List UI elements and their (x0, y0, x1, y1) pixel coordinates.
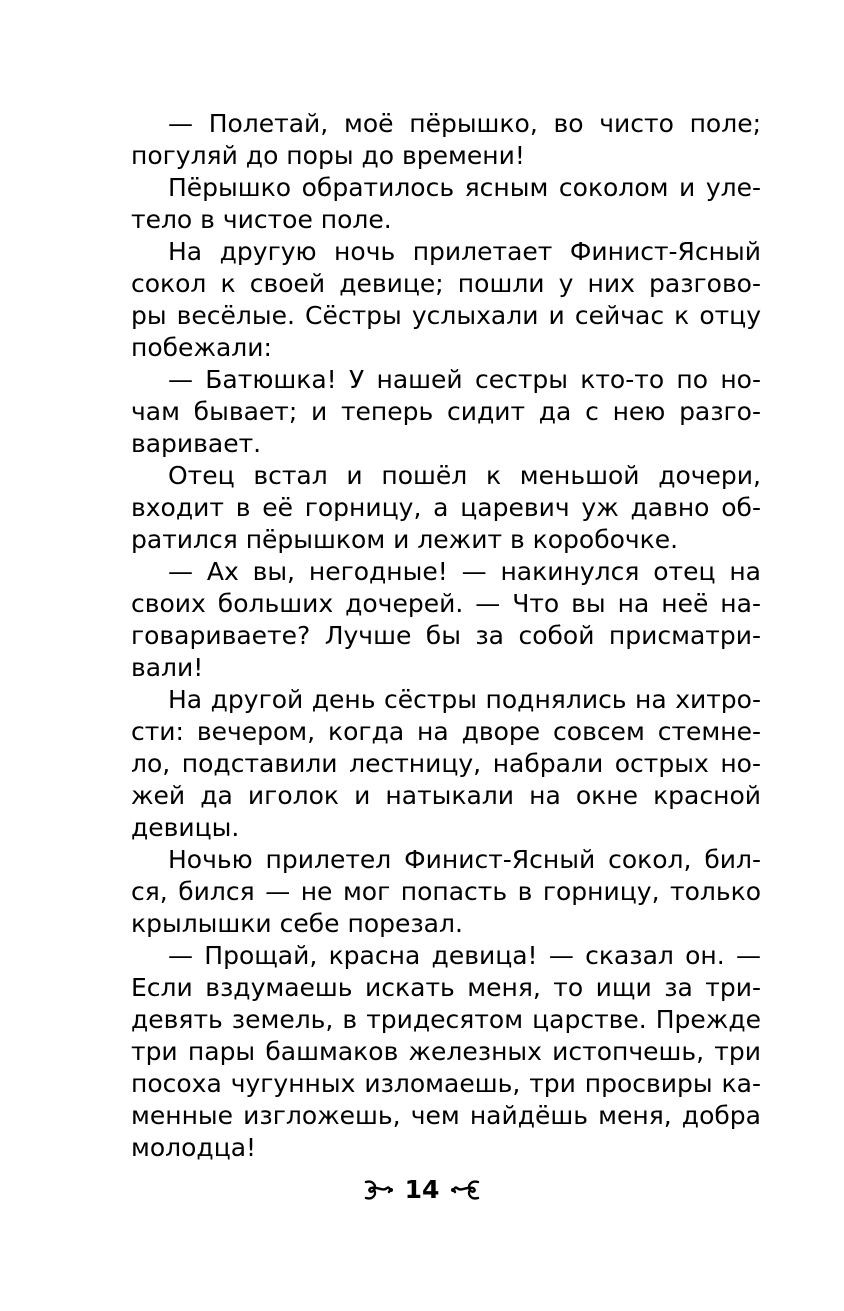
text-line: сокол к своей девице; пошли у них разгово- (131, 269, 761, 298)
text-line: На другую ночь прилетает Финист-Ясный (168, 237, 761, 266)
text-line: Пёрышко обратилось ясным соколом и уле- (168, 173, 761, 202)
text-line: сти: вечером, когда на дворе совсем стемне- (131, 717, 761, 746)
paragraph (131, 844, 761, 940)
left-flourish-icon (363, 1178, 395, 1202)
text-line: На другой день сёстры поднялись на хитро- (168, 685, 761, 714)
paragraph (131, 236, 761, 364)
text-line: вали! (131, 653, 204, 682)
text-line: говариваете? Лучше бы за собой присматри- (131, 621, 761, 650)
paragraph (131, 364, 761, 460)
text-line: крылышки себе порезал. (131, 909, 463, 938)
text-line: Ночью прилетел Финист-Ясный сокол, бил- (168, 845, 761, 874)
text-line: ры весёлые. Сёстры услыхали и сейчас к отцу (131, 301, 761, 330)
text-line: жей да иголок и натыкали на окне красной (131, 781, 761, 810)
paragraph (131, 108, 761, 172)
text-line: — Полетай, моё пёрышко, во чисто поле; (168, 109, 761, 138)
paragraph (131, 940, 761, 1164)
page-number-footer (0, 1173, 844, 1207)
text-line: ся, бился — не мог попасть в горницу, только (131, 877, 761, 906)
text-line: Отец встал и пошёл к меньшой дочери, (168, 461, 761, 490)
text-line: молодца! (131, 1133, 257, 1162)
text-line: — Батюшка! У нашей сестры кто-то по но- (168, 365, 761, 394)
paragraph (131, 172, 761, 236)
paragraph (131, 556, 761, 684)
text-line: своих больших дочерей. — Что вы на неё на- (131, 589, 761, 618)
page-text (131, 108, 761, 1164)
text-line: девицы. (131, 813, 240, 842)
text-line: погуляй до поры до времени! (131, 141, 525, 170)
text-line: варивает. (131, 429, 262, 458)
text-line: побежали: (131, 333, 272, 362)
text-line: входит в её горницу, а царевич уж давно об- (131, 493, 761, 522)
text-line: менные изгложешь, чем найдёшь меня, добра (131, 1101, 761, 1130)
text-line: — Ах вы, негодные! — накинулся отец на (168, 557, 761, 586)
right-flourish-icon (449, 1178, 481, 1202)
paragraph (131, 684, 761, 844)
text-line: девять земель, в тридесятом царстве. Прежде (131, 1005, 761, 1034)
text-line: — Прощай, красна девица! — сказал он. — (168, 941, 761, 970)
text-line: ратился пёрышком и лежит в коробочке. (131, 525, 679, 554)
text-line: Если вздумаешь искать меня, то ищи за три- (131, 973, 761, 1002)
page-number: 14 (404, 1175, 440, 1204)
text-line: ло, подставили лестницу, набрали острых но- (131, 749, 761, 778)
text-line: три пары башмаков железных истопчешь, три (131, 1037, 761, 1066)
text-line: чам бывает; и теперь сидит да с нею разго- (131, 397, 761, 426)
paragraph (131, 460, 761, 556)
text-line: тело в чистое поле. (131, 205, 392, 234)
text-line: посоха чугунных изломаешь, три просвиры ка- (131, 1069, 761, 1098)
